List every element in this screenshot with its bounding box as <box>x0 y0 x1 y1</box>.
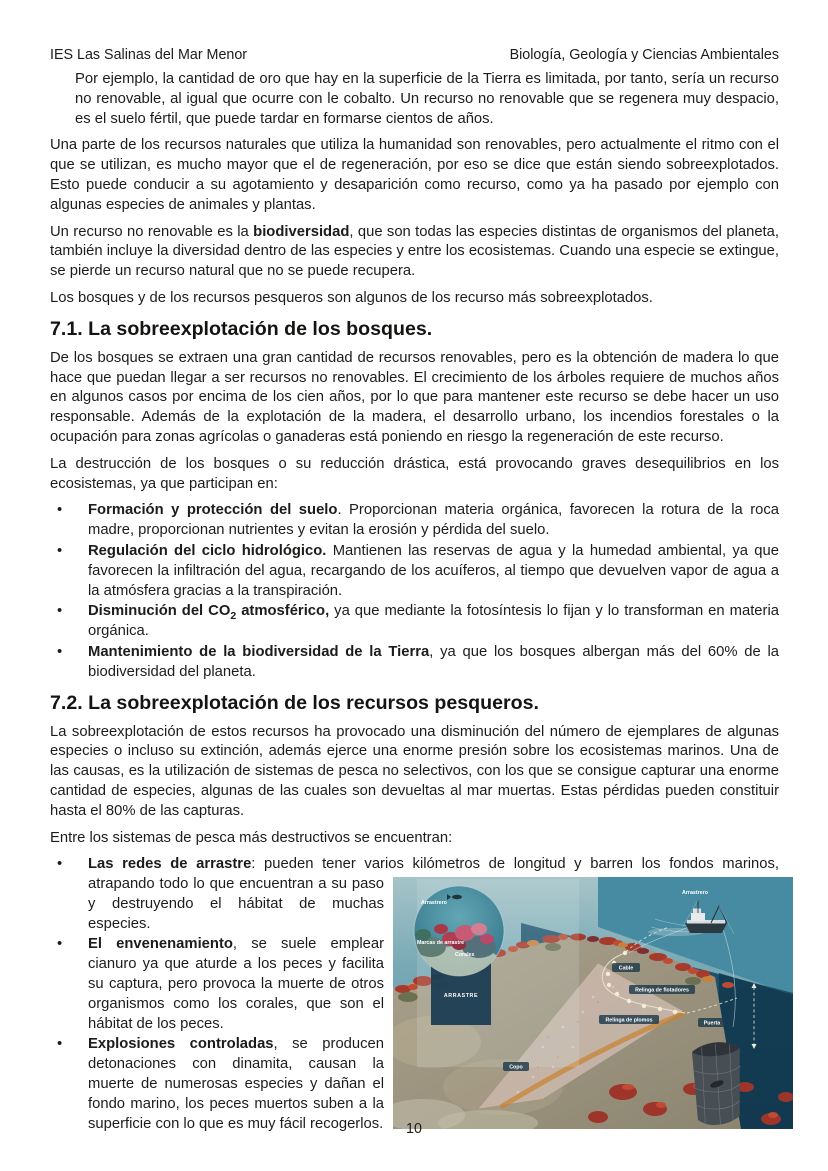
page-header <box>50 47 779 64</box>
label-inset-ship: Arrastrero <box>421 900 447 907</box>
paragraph-fishing-overexploitation: La sobreexplotación de estos recursos ha provocado una disminución del número de ejemplares de algunas especies o incluso su extinción, además ejerce una enorme presión sobre los ecosistemas marinos. Una de las causas, es la utilización de sistemas de pesca no selectivos, con los que se consigue capturar una enorme cantidad de especies, algunas de las cuales son devueltas al mar muertas. Estas pérdidas pueden constituir hasta el 80% de las capturas. <box>50 723 779 819</box>
text-run: Disminución del CO <box>88 603 231 620</box>
paragraph-biodiversity <box>50 223 779 282</box>
fishing-methods-list <box>50 855 779 1134</box>
bullet-marker: • <box>57 603 63 620</box>
bullet-text: , se producen detonaciones con dinamita, causan la muerte de numerosas especies y dañan el fondo marino, los peces muertos suben a la superficie con lo que es muy fácil recogerlos. <box>88 1036 384 1132</box>
list-item <box>50 542 779 601</box>
label-inset-marks: Marcas de arrastre <box>417 940 465 947</box>
list-item <box>50 602 779 642</box>
bullet-lead: Regulación del ciclo hidrológico. <box>88 542 327 559</box>
label-ship: Arrastrero <box>682 890 708 897</box>
paragraph-forest-destruction: La destrucción de los bosques o su reducción drástica, está provocando graves desequilibrios en los ecosistemas, ya que participan en: <box>50 455 779 492</box>
bullet-text: Mantienen las reservas de agua y la humedad ambiental, ya que favorecen la infiltración del agua, recargando de los acuíferos, al tiempo que devuelven vapor de agua a la atmósfera gracias a la transpiración. <box>88 542 779 599</box>
bullet-lead: Las redes de arrastre <box>88 856 252 873</box>
bullet-marker: • <box>57 1036 63 1053</box>
text-run: atmosférico, <box>236 603 330 620</box>
bullet-text: ya que mediante la fotosíntesis lo fijan y lo transforman en materia orgánica. <box>88 603 779 640</box>
text-run: Un recurso no renovable es la <box>50 223 254 240</box>
label-arrastre: ARRASTRE <box>443 993 479 1000</box>
subscript: 2 <box>230 610 237 623</box>
list-item <box>50 501 779 541</box>
bullet-text: . Proporcionan materia orgánica, favorecen la rotura de la roca madre, proporcionan nutrientes y evitan la erosión y pérdida del suelo. <box>88 502 780 539</box>
bullet-lead: Explosiones controladas <box>88 1036 274 1053</box>
header-school: IES Las Salinas del Mar Menor <box>50 47 248 63</box>
bullet-lead: Formación y protección del suelo <box>88 502 338 519</box>
bullet-marker: • <box>57 502 63 519</box>
page-number: 10 <box>406 1121 422 1137</box>
label-door: Puerta <box>703 1020 721 1027</box>
paragraph-overexploited: Los bosques y de los recursos pesqueros son algunos de los recurso más sobreexplotados. <box>50 289 653 306</box>
label-weights-line: Relinga de plomos <box>605 1017 653 1024</box>
forest-functions-list <box>50 501 779 682</box>
label-floats-line: Relinga de flotadores <box>635 987 689 994</box>
bullet-text: , ya que los bosques albergan más del 60% de la biodiversidad del planeta. <box>88 643 779 680</box>
label-inset-corals: Corales <box>455 952 475 959</box>
bullet-lead <box>88 603 330 623</box>
bullet-lead: Mantenimiento de la biodiversidad de la Tierra <box>88 643 430 660</box>
list-item <box>50 643 779 683</box>
label-cable: Cable <box>618 965 634 972</box>
trawling-figure <box>393 877 793 1129</box>
header-subject: Biología, Geología y Ciencias Ambientales <box>509 47 779 63</box>
bullet-lead: El envenenamiento <box>88 936 233 953</box>
section-title-7-1: 7.1. La sobreexplotación de los bosques. <box>50 317 433 340</box>
paragraph-forest-resources: De los bosques se extraen una gran cantidad de recursos renovables, pero es la obtención de madera lo que hace que puedan llegar a ser recursos no renovables. El crecimiento de los árboles requiere de muchos años en algunos casos por encima de los cien años, por lo que para mantener este recurso se debe hacer un uso responsable. Además de la explotación de la madera, el desarrollo urbano, los incendios forestales o la ocupación para zonas agrícolas o ganaderas está poniendo en riesgo la regeneración de este recurso. <box>50 349 779 445</box>
paragraph-destructive-systems: Entre los sistemas de pesca más destructivos se encuentran: <box>50 829 453 846</box>
paragraph-intro-example: Por ejemplo, la cantidad de oro que hay en la superficie de la Tierra es limitada, por tanto, sería un recurso no renovable, al igual que ocurre con le cobalto. Un recurso no renovable que se regenera muy despacio, es el suelo fértil, que puede tardar en formarse cientos de años. <box>75 71 779 127</box>
bullet-marker: • <box>57 936 63 953</box>
bullet-marker: • <box>57 542 63 559</box>
bullet-text: : pueden tener varios kilómetros de longitud y barren los fondos marinos, atrapando todo lo que encuentran a su paso y destruyendo el hábitat de muchas especies. <box>88 856 779 932</box>
section-title-7-2: 7.2. La sobreexplotación de los recursos pesqueros. <box>50 691 539 714</box>
paragraph-renewable-rate: Una parte de los recursos naturales que utiliza la humanidad son renovables, pero actualmente el ritmo con el que se utilizan, es mucho mayor que el de regeneración, por eso se dice que están siendo sobreexplotados. Esto puede conducir a su agotamiento y desaparición como recurso, como ya ha pasado por ejemplo con algunas especies de animales y plantas. <box>50 137 779 213</box>
text-run: , que son todas las especies distintas de organismos del planeta, también incluye la diversidad dentro de las especies y entre los ecosistemas. Cuando una especie se extingue, se pierde un recurso natural que no se puede recupera. <box>50 223 779 280</box>
bullet-marker: • <box>57 856 63 873</box>
codend-net-icon <box>690 1041 746 1127</box>
bullet-text: , se suele emplear cianuro ya que aturde a los peces y facilita su captura, pero provoca la muerte de otros organismos como los corales, que son el hábitat de los peces. <box>88 936 385 1032</box>
bullet-marker: • <box>57 643 63 660</box>
bold-term: biodiversidad <box>253 223 350 240</box>
label-codend: Copo <box>509 1064 523 1071</box>
